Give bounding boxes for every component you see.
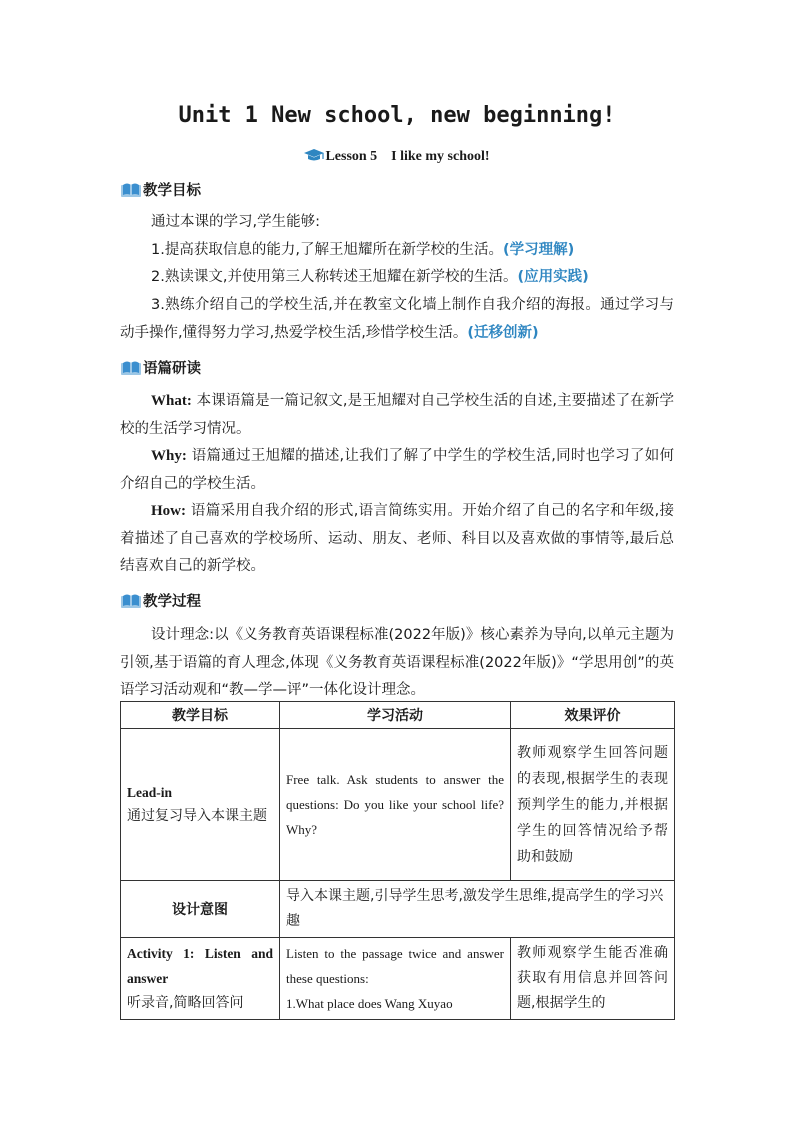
table-header: 学习活动 bbox=[280, 702, 511, 729]
table-header-row bbox=[121, 702, 675, 729]
page-title: Unit 1 New school, new beginning! bbox=[178, 103, 616, 128]
table-cell-design-label: 设计意图 bbox=[121, 881, 280, 938]
table-cell-activity: Free talk. Ask students to answer the questions: Do you like your school life? Why? bbox=[280, 729, 511, 881]
section-heading-goals: 教学目标 bbox=[120, 179, 201, 200]
table-row bbox=[121, 938, 675, 1020]
section-heading-process: 教学过程 bbox=[120, 590, 201, 611]
book-icon bbox=[120, 593, 142, 609]
goal-tag-3: (迁移创新) bbox=[467, 324, 539, 341]
reading-why: Why: 语篇通过王旭耀的描述,让我们了解了中学生的学校生活,同时也学习了如何介绍自己的学校生活。 bbox=[120, 448, 675, 492]
lesson-plan-table bbox=[120, 701, 675, 1020]
reading-what: What: 本课语篇是一篇记叙文,是王旭耀对自己学校生活的自述,主要描述了在新学校的生活学习情况。 bbox=[120, 393, 675, 437]
book-icon bbox=[120, 182, 142, 198]
table-cell-eval: 教师观察学生能否准确获取有用信息并回答问题,根据学生的 bbox=[511, 938, 675, 1020]
table-cell-eval: 教师观察学生回答问题的表现,根据学生的表现预判学生的能力,并根据学生的回答情况给予帮助和鼓励 bbox=[511, 729, 675, 881]
lesson-subtitle bbox=[0, 148, 794, 165]
goals-intro: 通过本课的学习,学生能够: bbox=[151, 214, 320, 230]
section-heading-reading: 语篇研读 bbox=[120, 357, 201, 378]
goal-tag-1: (学习理解) bbox=[502, 242, 575, 258]
design-concept: 设计理念:以《义务教育英语课程标准(2022年版)》核心素养为导向,以单元主题为引领,基于语篇的育人理念,体现《义务教育英语课程标准(2022年版)》“学思用创”的英语学习活动观和“教—学—评”一体化设计理念。 bbox=[120, 627, 674, 698]
table-cell-goal: Activity 1: Listen and answer 听录音,简略回答问 bbox=[121, 938, 280, 1020]
table-cell-design-text: 导入本课主题,引导学生思考,激发学生思维,提高学生的学习兴趣 bbox=[280, 881, 675, 938]
table-header: 教学目标 bbox=[121, 702, 280, 729]
table-row bbox=[121, 729, 675, 881]
graduation-cap-icon bbox=[304, 148, 324, 162]
reading-how: How: 语篇采用自我介绍的形式,语言简练实用。开始介绍了自己的名字和年级,接着描述了自己喜欢的学校场所、运动、朋友、老师、科目以及喜欢做的事情等,最后总结喜欢自己的新学校。 bbox=[120, 503, 675, 574]
table-cell-activity: Listen to the passage twice and answer these questions: 1.What place does Wang Xuyao bbox=[280, 938, 511, 1020]
table-cell-goal: Lead-in 通过复习导入本课主题 bbox=[121, 729, 280, 881]
table-row bbox=[121, 881, 675, 938]
goal-item-1: 1.提高获取信息的能力,了解王旭耀所在新学校的生活。(学习理解) bbox=[151, 242, 575, 258]
goal-item-3: 3.熟练介绍自己的学校生活,并在教室文化墙上制作自我介绍的海报。通过学习与动手操作,懂得努力学习,热爱学校生活,珍惜学校生活。(迁移创新) bbox=[120, 297, 674, 341]
lesson-title: Lesson 5 I like my school! bbox=[325, 149, 490, 164]
book-icon bbox=[120, 360, 142, 376]
goal-item-2: 2.熟读课文,并使用第三人称转述王旭耀在新学校的生活。(应用实践) bbox=[151, 269, 589, 285]
goal-tag-2: (应用实践) bbox=[517, 269, 589, 285]
table-header: 效果评价 bbox=[511, 702, 675, 729]
